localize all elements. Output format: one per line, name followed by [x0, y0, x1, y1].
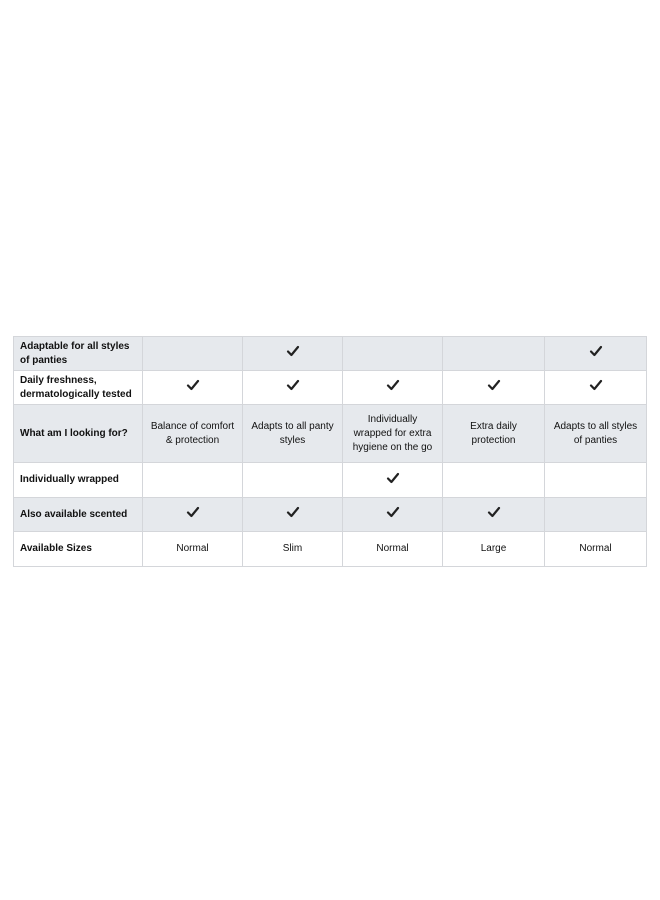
- checkmark-icon: [589, 344, 603, 358]
- checkmark-icon: [386, 505, 400, 519]
- table-cell: [545, 371, 647, 405]
- empty-cell: [545, 498, 647, 532]
- checkmark-icon: [386, 471, 400, 485]
- checkmark-icon: [487, 505, 501, 519]
- table-cell: Individually wrapped for extra hygiene on the go: [343, 405, 443, 463]
- table-cell: [143, 371, 243, 405]
- table-cell: Normal: [343, 532, 443, 567]
- table-cell: Normal: [143, 532, 243, 567]
- table-row: [14, 532, 647, 567]
- empty-cell: [243, 463, 343, 498]
- row-label: Adaptable for all styles of panties: [14, 337, 143, 371]
- empty-cell: [545, 463, 647, 498]
- empty-cell: [443, 463, 545, 498]
- table-row: [14, 371, 647, 405]
- table-cell: [243, 371, 343, 405]
- checkmark-icon: [589, 378, 603, 392]
- table-cell: Adapts to all panty styles: [243, 405, 343, 463]
- table-cell: [443, 498, 545, 532]
- table-cell: Adapts to all styles of panties: [545, 405, 647, 463]
- table-cell: Extra daily protection: [443, 405, 545, 463]
- table-cell: [343, 498, 443, 532]
- table-cell: [343, 371, 443, 405]
- table-row: [14, 337, 647, 371]
- table-cell: [443, 371, 545, 405]
- table-cell: Slim: [243, 532, 343, 567]
- table-cell: [545, 337, 647, 371]
- checkmark-icon: [286, 378, 300, 392]
- checkmark-icon: [487, 378, 501, 392]
- checkmark-icon: [286, 344, 300, 358]
- row-label: What am I looking for?: [14, 405, 143, 463]
- checkmark-icon: [286, 505, 300, 519]
- table-cell: [343, 463, 443, 498]
- empty-cell: [443, 337, 545, 371]
- comparison-table: [13, 336, 647, 567]
- checkmark-icon: [386, 378, 400, 392]
- table-cell: Balance of comfort & protection: [143, 405, 243, 463]
- row-label: Individually wrapped: [14, 463, 143, 498]
- table-cell: Large: [443, 532, 545, 567]
- table-cell: Normal: [545, 532, 647, 567]
- table-cell: [143, 498, 243, 532]
- table-row: [14, 405, 647, 463]
- table-row: [14, 463, 647, 498]
- table-cell: [243, 498, 343, 532]
- checkmark-icon: [186, 378, 200, 392]
- table-cell: [243, 337, 343, 371]
- empty-cell: [143, 337, 243, 371]
- table-row: [14, 498, 647, 532]
- empty-cell: [343, 337, 443, 371]
- row-label: Also available scented: [14, 498, 143, 532]
- empty-cell: [143, 463, 243, 498]
- row-label: Available Sizes: [14, 532, 143, 567]
- checkmark-icon: [186, 505, 200, 519]
- row-label: Daily freshness, dermatologically tested: [14, 371, 143, 405]
